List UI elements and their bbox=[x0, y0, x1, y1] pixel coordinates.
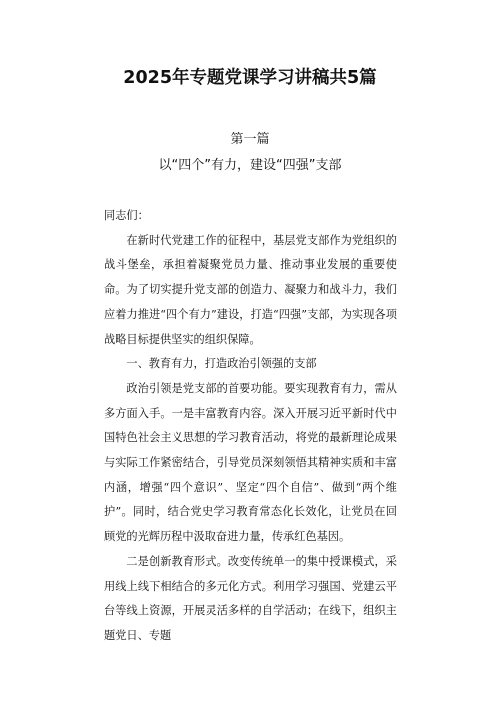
paragraph-section-1-continued: 二是创新教育形式。改变传统单一的集中授课模式，采用线上线下相结合的多元化方式。利用学习强国、党建云平台等线上资源，开展灵活多样的自学活动；在线下，组织主题党日、专题 bbox=[104, 554, 397, 642]
part-subtitle: 以“四个”有力，建设“四强”支部 bbox=[158, 158, 342, 173]
document-body bbox=[104, 204, 397, 649]
part-heading: 第一篇 bbox=[230, 132, 270, 147]
salutation: 同志们： bbox=[104, 209, 149, 222]
section-heading-1: 一、教育有力，打造政治引领强的支部 bbox=[126, 357, 317, 371]
paragraph-section-1: 政治引领是党支部的首要功能。要实现教育有力，需从多方面入手。一是丰富教育内容。深入开展习近平新时代中国特色社会主义思想的学习教育活动，将党的最新理论成果与实际工作紧密结合，引导党员深刻领悟其精神实质和丰富内涵，增强“四个意识”、坚定“四个自信”、做到“两个维护”。同时，结合党史学习教育常态化长效化，让党员在回顾党的光辉历程中汲取奋进力量，传承红色基因。 bbox=[104, 381, 397, 544]
paragraph-intro: 在新时代党建工作的征程中，基层党支部作为党组织的战斗堡垒，承担着凝聚党员力量、推动事业发展的重要使命。为了切实提升党支部的创造力、凝聚力和战斗力，我们应着力推进“四个有力”建设，打造“四强”支部，为实现各项战略目标提供坚实的组织保障。 bbox=[104, 233, 397, 346]
document-title: 2025年专题党课学习讲稿共5篇 bbox=[123, 68, 377, 88]
